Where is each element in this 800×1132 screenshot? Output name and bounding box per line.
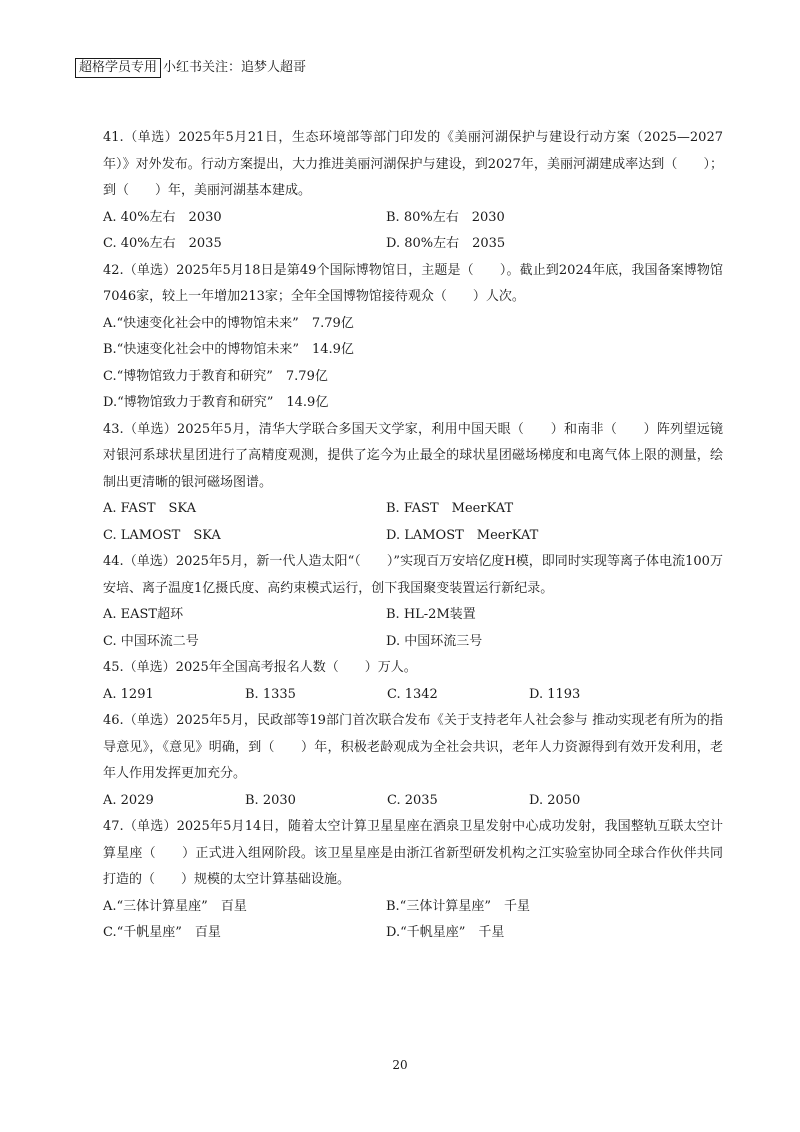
options <box>103 682 723 709</box>
option-c: C. 1342 <box>387 686 438 702</box>
option-d: D. 1193 <box>529 686 581 702</box>
option-d: D. 80%左右 2035 <box>386 236 506 251</box>
option-c: C. LAMOST SKA <box>103 527 221 543</box>
question-stem: 42.（单选）2025年5月18日是第49个国际博物馆日，主题是（ ）。截止到2024年底，我国备案博物馆7046家，较上一年增加213家；全年全国博物馆接待观众（ ）人次。 <box>103 262 723 304</box>
option-a: A. 40%左右 2030 <box>103 209 222 225</box>
options <box>103 496 723 549</box>
option-b: B.“快速变化社会中的博物馆未来” 14.9亿 <box>103 342 354 357</box>
question-44 <box>103 549 723 655</box>
question-stem: 44.（单选）2025年5月，新一代人造太阳“（ ）”实现百万安培亿度H模，即同时实现等离子体电流100万安培、离子温度1亿摄氏度、高约束模式运行，创下我国聚变装置运行新纪录。 <box>103 554 723 596</box>
question-42 <box>103 258 723 417</box>
options <box>103 602 723 655</box>
option-d: D. LAMOST MeerKAT <box>386 527 539 543</box>
option-b: B. 1335 <box>245 686 296 702</box>
option-c: C. 40%左右 2035 <box>103 236 222 251</box>
question-stem: 41.（单选）2025年5月21日，生态环境部等部门印发的《美丽河湖保护与建设行动方案（2025—2027年）》对外发布。行动方案提出，大力推进美丽河湖保护与建设，到2027年，美丽河湖建成率达到（ ）；到（ ）年，美丽河湖基本建成。 <box>103 130 723 198</box>
options <box>103 205 723 258</box>
option-b: B.“三体计算星座” 千星 <box>386 898 530 914</box>
option-b: B. 80%左右 2030 <box>386 209 505 225</box>
options <box>103 894 723 947</box>
option-b: B. HL-2M装置 <box>386 607 476 622</box>
option-c: C. 2035 <box>387 792 438 808</box>
option-a: A.“快速变化社会中的博物馆未来” 7.79亿 <box>103 315 354 331</box>
options <box>103 788 723 815</box>
option-d: D.“千帆星座” 千星 <box>386 925 505 940</box>
question-stem: 47.（单选）2025年5月14日，随着太空计算卫星星座在酒泉卫星发射中心成功发射，我国整轨互联太空计算星座（ ）正式进入组网阶段。该卫星星座是由浙江省新型研发机构之江实验室协同全球合作伙伴共同打造的（ ）规模的太空计算基础设施。 <box>103 819 723 887</box>
option-d: D. 2050 <box>529 792 581 808</box>
student-only-label: 超格学员专用 <box>75 58 161 78</box>
question-list <box>103 125 723 947</box>
option-c: C.“博物馆致力于教育和研究” 7.79亿 <box>103 368 328 384</box>
follow-note: 小红书关注：追梦人超哥 <box>163 60 307 75</box>
question-41 <box>103 125 723 258</box>
option-b: B. FAST MeerKAT <box>386 501 514 516</box>
option-d: D. 中国环流三号 <box>386 633 483 649</box>
question-45 <box>103 655 723 708</box>
question-46 <box>103 708 723 814</box>
option-d: D.“博物馆致力于教育和研究” 14.9亿 <box>103 395 329 410</box>
question-stem: 45.（单选）2025年全国高考报名人数（ ）万人。 <box>103 660 417 675</box>
question-47 <box>103 814 723 947</box>
option-a: A. 1291 <box>103 686 154 702</box>
option-a: A. EAST超环 <box>103 607 184 622</box>
page-header <box>75 58 306 78</box>
question-stem: 43.（单选）2025年5月，清华大学联合多国天文学家，利用中国天眼（ ）和南非（ ）阵列望远镜对银河系球状星团进行了高精度观测，提供了迄今为止最全的球状星团磁场梯度和电离气体上限的测量，绘制出更清晰的银河磁场图谱。 <box>103 421 723 490</box>
question-stem: 46.（单选）2025年5月，民政部等19部门首次联合发布《关于支持老年人社会参与 推动实现老有所为的指导意见》，《意见》明确，到（ ）年，积极老龄观成为全社会共识，老年人力资源得到有效开发利用，老年人作用发挥更加充分。 <box>103 713 723 781</box>
option-b: B. 2030 <box>245 792 296 808</box>
question-43 <box>103 417 723 550</box>
options <box>103 311 723 417</box>
option-c: C. 中国环流二号 <box>103 633 199 649</box>
option-a: A.“三体计算星座” 百星 <box>103 898 247 914</box>
option-a: A. FAST SKA <box>103 501 196 516</box>
page-number: 20 <box>392 1058 408 1072</box>
option-a: A. 2029 <box>103 792 154 808</box>
option-c: C.“千帆星座” 百星 <box>103 925 221 940</box>
